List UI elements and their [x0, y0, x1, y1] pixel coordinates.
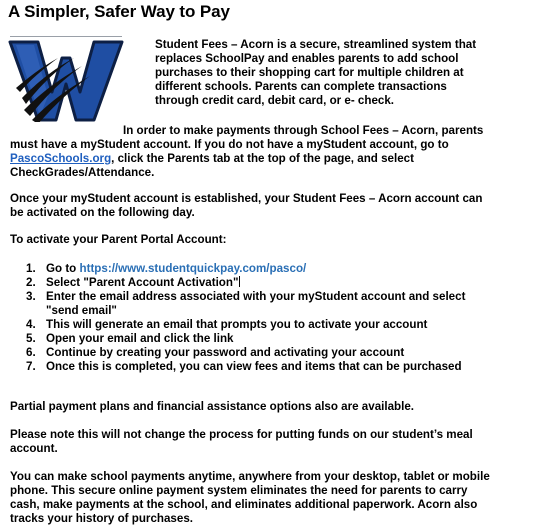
- step-text: Continue by creating your password and activating your account: [46, 346, 405, 359]
- intro-paragraph: [155, 38, 535, 108]
- list-item: [26, 360, 531, 374]
- list-item: [26, 332, 531, 346]
- account-line-1: In order to make payments through School Fees – Acorn, parents: [123, 124, 484, 137]
- step-text: Once this is completed, you can view fees and items that can be purchased: [46, 360, 462, 373]
- step-text: This will generate an email that prompts you to activate your account: [46, 318, 428, 331]
- intro-line: Student Fees – Acorn is a secure, streamlined system that: [155, 38, 477, 51]
- anytime-line-1: You can make school payments anytime, anywhere from your desktop, tablet or mobile: [10, 470, 490, 483]
- text-cursor: [239, 276, 240, 287]
- step-text: Go to: [46, 262, 80, 275]
- step-number: 7.: [26, 360, 36, 373]
- intro-line: replaces SchoolPay and enables parents to add school: [155, 52, 459, 65]
- step-number: 1.: [26, 262, 36, 275]
- account-line-3: [10, 152, 535, 166]
- account-line-2: must have a myStudent account. If you do not have a myStudent account, go to: [10, 138, 449, 151]
- step-text: Select "Parent Account Activation": [46, 276, 239, 289]
- step-number: 6.: [26, 346, 36, 359]
- partial-payment-text: Partial payment plans and financial assistance options also are available.: [10, 400, 415, 413]
- page-title: A Simpler, Safer Way to Pay: [8, 2, 230, 21]
- established-paragraph: [10, 192, 535, 220]
- step-text: Open your email and click the link: [46, 332, 234, 345]
- established-line-2: be activated on the following day.: [10, 206, 195, 219]
- step-number: 2.: [26, 276, 36, 289]
- list-item: [26, 276, 531, 290]
- list-item: [26, 290, 531, 318]
- account-paragraph: [10, 124, 535, 180]
- step-number: 5.: [26, 332, 36, 345]
- note-paragraph: [10, 428, 535, 456]
- list-item: [26, 318, 531, 332]
- note-line-2: account.: [10, 442, 58, 455]
- list-item: [26, 262, 531, 276]
- anytime-line-4: tracks your history of purchases.: [10, 512, 193, 525]
- step-text-continued: "send email": [46, 304, 117, 317]
- activation-steps-list: [26, 262, 531, 374]
- account-line-4: CheckGrades/Attendance.: [10, 166, 155, 179]
- step-number: 4.: [26, 318, 36, 331]
- established-line-1: Once your myStudent account is established, your Student Fees – Acorn account can: [10, 192, 483, 205]
- intro-line: different schools. Parents can complete transactions: [155, 80, 447, 93]
- anytime-line-3: cash, make payments at the school, and eliminates additional paperwork. Acorn also: [10, 498, 478, 511]
- intro-line: through credit card, debit card, or e- check.: [155, 94, 395, 107]
- anytime-paragraph: [10, 470, 535, 526]
- account-line-3-text: , click the Parents tab at the top of the page, and select: [111, 152, 414, 165]
- intro-line: purchases to their shopping cart for multiple children at: [155, 66, 464, 79]
- step-text: Enter the email address associated with your myStudent account and select: [46, 290, 466, 303]
- pascoschools-link[interactable]: PascoSchools.org: [10, 152, 112, 165]
- anytime-line-2: phone. This secure online payment system eliminates the need for parents to carry: [10, 484, 468, 497]
- activate-heading: To activate your Parent Portal Account:: [10, 233, 227, 246]
- list-item: [26, 346, 531, 360]
- studentquickpay-link[interactable]: https://www.studentquickpay.com/pasco/: [79, 262, 307, 275]
- school-w-logo-icon: [8, 36, 124, 122]
- note-line-1: Please note this will not change the process for putting funds on our student’s meal: [10, 428, 473, 441]
- step-number: 3.: [26, 290, 36, 303]
